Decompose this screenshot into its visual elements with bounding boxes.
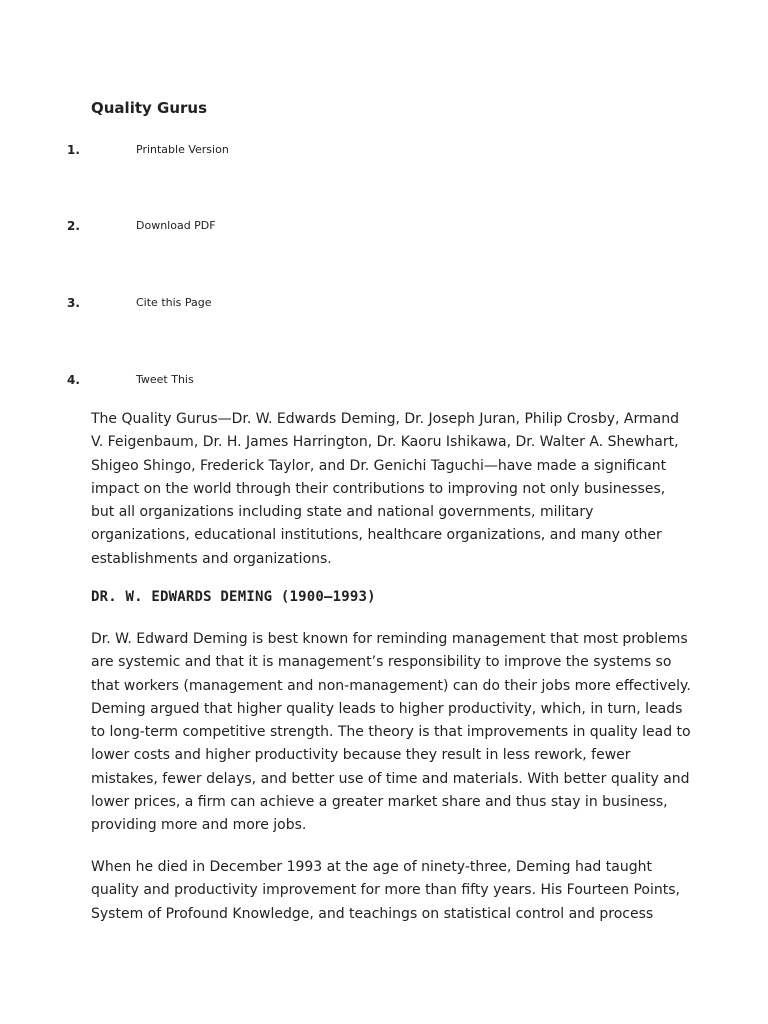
- list-item-number: 2.: [67, 219, 80, 233]
- list-item-printable-version[interactable]: [0, 143, 768, 161]
- list-item-cite-page[interactable]: [0, 296, 768, 314]
- list-item-number: 3.: [67, 296, 80, 310]
- list-item-number: 4.: [67, 373, 80, 387]
- cite-page-link[interactable]: Cite this Page: [136, 296, 212, 309]
- section-heading-deming: DR. W. EDWARDS DEMING (1900–1993): [91, 589, 376, 605]
- intro-paragraph: The Quality Gurus—Dr. W. Edwards Deming, Dr. Joseph Juran, Philip Crosby, Armand V. Feigenbaum, Dr. H. James Harrington, Dr. Kaoru Ishikawa, Dr. Walter A. Shewhart, Shigeo Shingo, Frederick Taylor, and Dr. Genichi Taguchi—have made a significant impact on the world through their contributions to improving not only businesses, but all organizations including state and national governments, military organizations, educational institutions, healthcare organizations, and many other establishments and organizations.: [91, 411, 679, 567]
- printable-version-link[interactable]: Printable Version: [136, 143, 229, 156]
- download-pdf-link[interactable]: Download PDF: [136, 219, 216, 232]
- page-title: Quality Gurus: [91, 99, 208, 117]
- list-item-tweet-this[interactable]: [0, 373, 768, 391]
- list-item-download-pdf[interactable]: [0, 219, 768, 237]
- tweet-this-link[interactable]: Tweet This: [136, 373, 194, 386]
- deming-paragraph-1: Dr. W. Edward Deming is best known for reminding management that most problems are systemic and that it is management’s responsibility to improve the systems so that workers (management and non-management) can do their jobs more effectively. Deming argued that higher quality leads to higher productivity, which, in turn, leads to long-term competitive strength. The theory is that improvements in quality lead to lower costs and higher productivity because they result in less rework, fewer mistakes, fewer delays, and better use of time and materials. With better quality and lower prices, a firm can achieve a greater market share and thus stay in business, providing more and more jobs.: [91, 631, 691, 834]
- list-item-number: 1.: [67, 143, 80, 157]
- deming-paragraph-2: When he died in December 1993 at the age of ninety-three, Deming had taught quality and productivity improvement for more than fifty years. His Fourteen Points, System of Profound Knowledge, and teachings on statistical control and process: [91, 859, 680, 922]
